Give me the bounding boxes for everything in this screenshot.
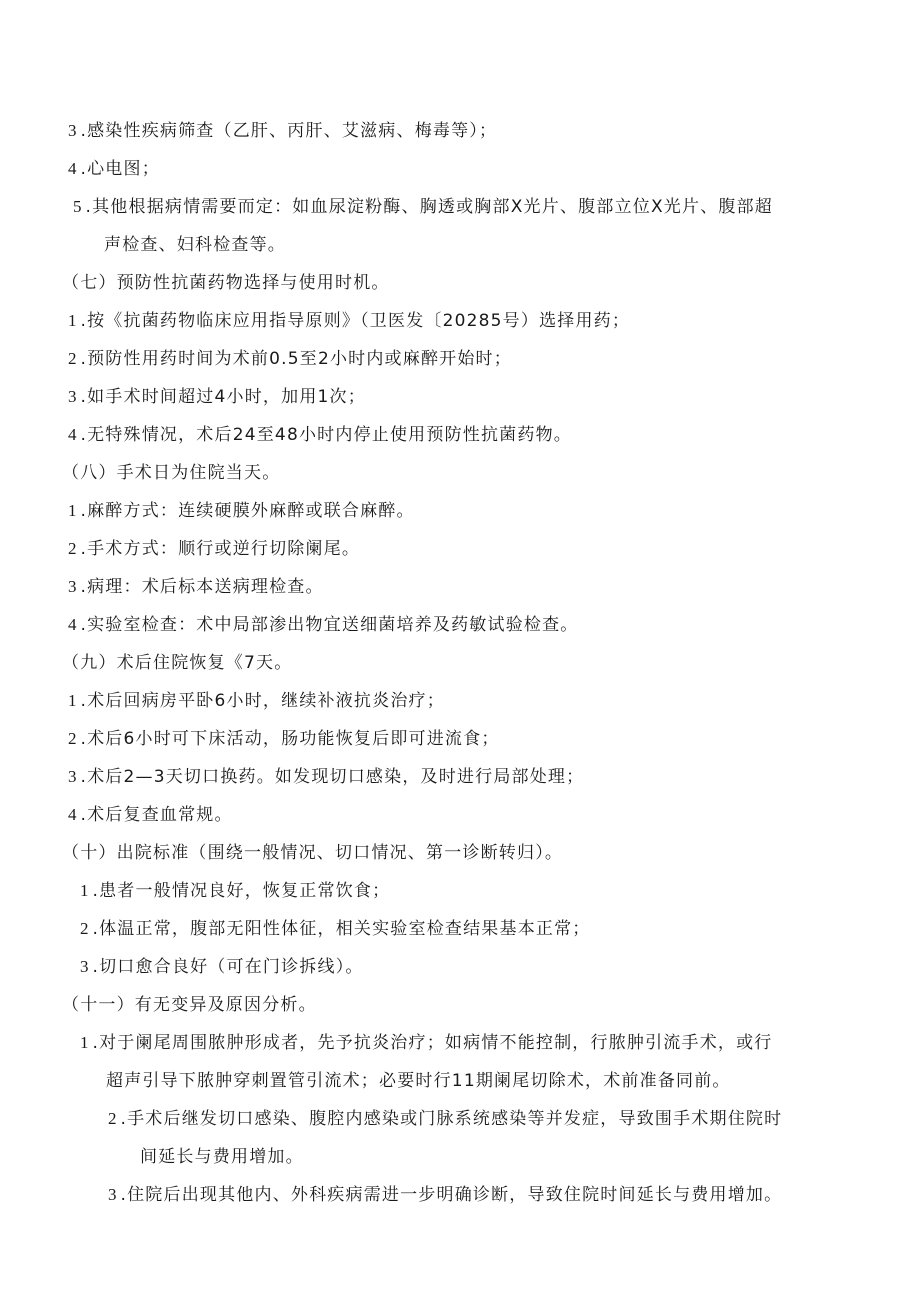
list-item bbox=[80, 956, 364, 978]
item-text: 声检查、妇科检查等。 bbox=[104, 235, 286, 255]
item-number: 1 bbox=[80, 1033, 89, 1052]
list-item bbox=[80, 880, 390, 902]
list-item bbox=[68, 386, 366, 408]
list-item bbox=[68, 424, 572, 446]
item-text: .如手术时间超过4小时，加用1次； bbox=[80, 387, 366, 407]
item-text: 间延长与费用增加。 bbox=[140, 1147, 304, 1167]
heading-text: （九）术后住院恢复《7天。 bbox=[62, 653, 293, 673]
list-item bbox=[80, 1032, 773, 1054]
item-number: 1 bbox=[80, 881, 89, 900]
list-item-continuation bbox=[104, 234, 286, 256]
section-heading bbox=[62, 272, 390, 294]
list-item bbox=[68, 348, 512, 370]
item-text: .感染性疾病筛查（乙肝、丙肝、艾滋病、梅毒等）； bbox=[80, 121, 498, 141]
item-text: .体温正常，腹部无阳性体征，相关实验室检查结果基本正常； bbox=[92, 919, 591, 939]
item-text: .无特殊情况，术后24至48小时内停止使用预防性抗菌药物。 bbox=[80, 425, 572, 445]
item-text: 超声引导下脓肿穿刺置管引流术；必要时行11期阑尾切除术，术前准备同前。 bbox=[106, 1071, 731, 1091]
section-heading bbox=[62, 652, 292, 674]
item-text: .麻醉方式：连续硬膜外麻醉或联合麻醉。 bbox=[80, 501, 415, 521]
item-text: .心电图； bbox=[80, 159, 160, 179]
item-number: 4 bbox=[68, 159, 77, 178]
item-text: .对于阑尾周围脓肿形成者，先予抗炎治疗；如病情不能控制，行脓肿引流手术，或行 bbox=[92, 1033, 773, 1053]
list-item-continuation bbox=[106, 1070, 731, 1092]
item-number: 2 bbox=[68, 539, 77, 558]
item-text: .术后回病房平卧6小时，继续补液抗炎治疗； bbox=[80, 691, 445, 711]
item-number: 2 bbox=[68, 729, 77, 748]
item-number: 1 bbox=[68, 501, 77, 520]
item-text: .实验室检查：术中局部渗出物宜送细菌培养及药敏试验检查。 bbox=[80, 615, 579, 635]
list-item bbox=[68, 766, 584, 788]
item-text: .预防性用药时间为术前0.5至2小时内或麻醉开始时； bbox=[80, 349, 512, 369]
item-number: 1 bbox=[68, 311, 77, 330]
list-item bbox=[68, 158, 160, 180]
list-item bbox=[68, 690, 445, 712]
item-number: 5 bbox=[73, 197, 82, 216]
section-heading bbox=[62, 462, 280, 484]
list-item bbox=[68, 538, 360, 560]
item-number: 2 bbox=[80, 919, 89, 938]
list-item bbox=[68, 120, 497, 142]
item-text: .病理：术后标本送病理检查。 bbox=[80, 577, 324, 597]
item-text: .术后6小时可下床活动，肠功能恢复后即可进流食； bbox=[80, 729, 500, 749]
list-item bbox=[68, 728, 500, 750]
list-item bbox=[108, 1184, 782, 1206]
item-number: 4 bbox=[68, 805, 77, 824]
section-heading bbox=[62, 994, 317, 1016]
heading-text: （七）预防性抗菌药物选择与使用时机。 bbox=[62, 273, 390, 293]
item-number: 2 bbox=[108, 1109, 117, 1128]
item-number: 3 bbox=[68, 577, 77, 596]
list-item bbox=[73, 196, 773, 218]
item-text: .其他根据病情需要而定：如血尿淀粉酶、胸透或胸部X光片、腹部立位X光片、腹部超 bbox=[85, 197, 773, 217]
item-text: .手术方式：顺行或逆行切除阑尾。 bbox=[80, 539, 361, 559]
item-number: 4 bbox=[68, 425, 77, 444]
item-text: .切口愈合良好（可在门诊拆线）。 bbox=[92, 957, 364, 977]
item-number: 1 bbox=[68, 691, 77, 710]
item-number: 3 bbox=[108, 1185, 117, 1204]
item-number: 4 bbox=[68, 615, 77, 634]
list-item bbox=[68, 310, 630, 332]
item-text: .术后2—3天切口换药。如发现切口感染，及时进行局部处理； bbox=[80, 767, 585, 787]
item-text: .手术后继发切口感染、腹腔内感染或门脉系统感染等并发症，导致围手术期住院时 bbox=[120, 1109, 783, 1129]
item-number: 3 bbox=[68, 387, 77, 406]
heading-text: （十）出院标准（围绕一般情况、切口情况、第一诊断转归）。 bbox=[62, 843, 564, 863]
item-number: 3 bbox=[68, 767, 77, 786]
list-item bbox=[108, 1108, 782, 1130]
item-text: .按《抗菌药物临床应用指导原则》（卫医发〔20285号）选择用药； bbox=[80, 311, 631, 331]
list-item bbox=[68, 804, 233, 826]
list-item bbox=[68, 576, 324, 598]
list-item bbox=[68, 614, 579, 636]
item-text: .患者一般情况良好，恢复正常饮食； bbox=[92, 881, 391, 901]
item-number: 3 bbox=[68, 121, 77, 140]
item-number: 2 bbox=[68, 349, 77, 368]
item-text: .住院后出现其他内、外科疾病需进一步明确诊断，导致住院时间延长与费用增加。 bbox=[120, 1185, 783, 1205]
heading-text: （十一）有无变异及原因分析。 bbox=[62, 995, 317, 1015]
section-heading bbox=[62, 842, 563, 864]
item-number: 3 bbox=[80, 957, 89, 976]
item-text: .术后复查血常规。 bbox=[80, 805, 233, 825]
list-item-continuation bbox=[140, 1146, 304, 1168]
list-item bbox=[68, 500, 415, 522]
list-item bbox=[80, 918, 591, 940]
heading-text: （八）手术日为住院当天。 bbox=[62, 463, 281, 483]
